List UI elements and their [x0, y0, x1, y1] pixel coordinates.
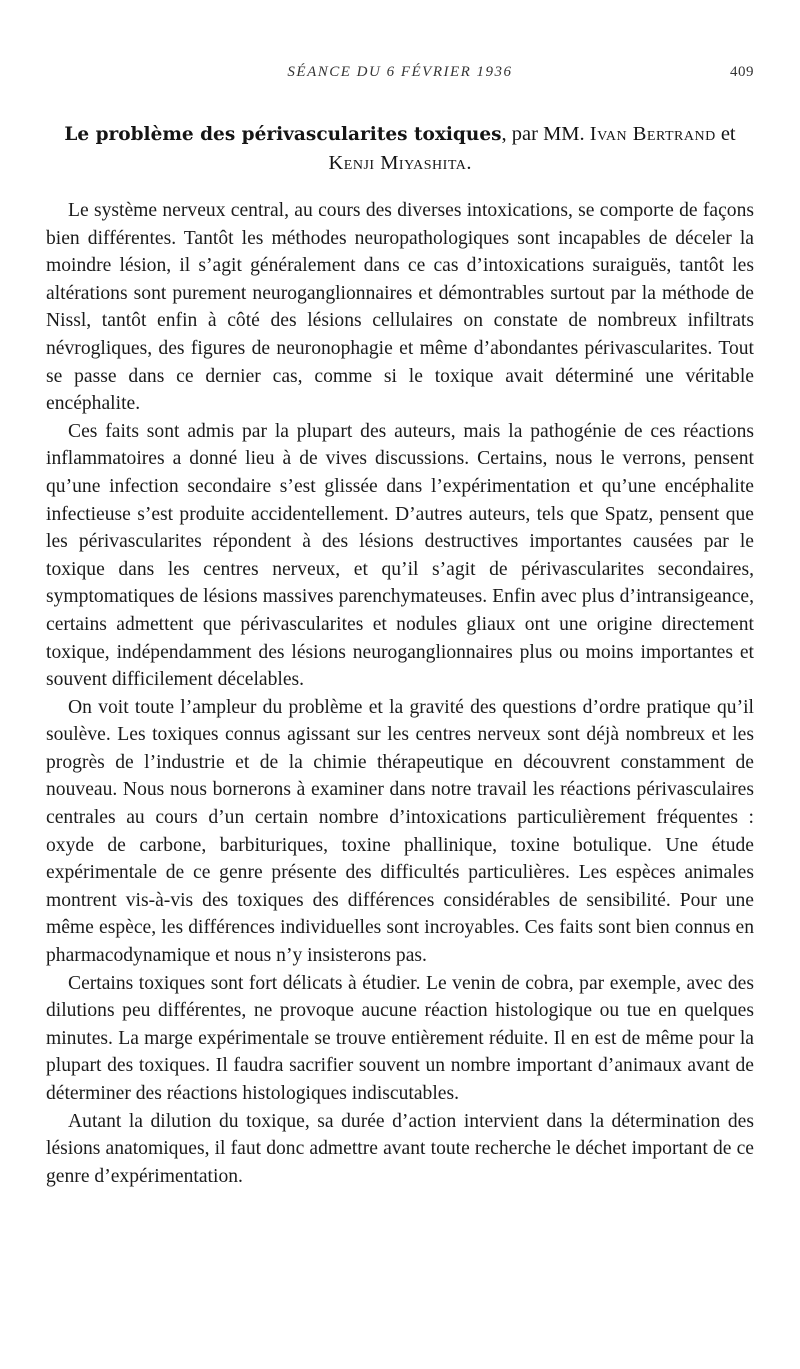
article-title-connector: , par MM. [501, 123, 590, 145]
article-body [46, 197, 754, 1190]
author-1: Ivan Bertrand [589, 123, 716, 145]
author-2: Kenji Miyashita [328, 152, 467, 174]
running-head-title: SÉANCE DU 6 FÉVRIER 1936 [287, 64, 513, 80]
article-title-end: . [466, 152, 472, 174]
running-head [46, 58, 754, 86]
paragraph-3: On voit toute l’ampleur du problème et la gravité des questions d’ordre pratique qu’il soulève. Les toxiques connus agissant sur les centres nerveux sont déjà nombreux et les progrès de l’industrie et de la chimie thérapeutique en découvrent constamment de nouveau. Nous nous bornerons à examiner dans notre travail les réactions périvasculaires centrales au cours d’un certain nombre d’intoxications particulièrement fréquentes : oxyde de carbone, barbituriques, toxine phallinique, toxine botulique. Une étude expérimentale de ce genre présente des difficultés particulières. Les espèces animales montrent vis-à-vis des toxiques des différences considérables de sensibilité. Pour une même espèce, les différences individuelles sont incroyables. Ces faits sont bien connus en pharmacodynamique et nous n’y insisterons pas. [46, 696, 754, 967]
paragraph-1: Le système nerveux central, au cours des diverses intoxications, se comporte de façons bien différentes. Tantôt les méthodes neuropathologiques sont incapables de déceler la moindre lésion, il s’agit généralement dans ce cas d’intoxications suraiguës, tantôt les altérations sont purement neuroganglionnaires et démontrables surtout par la méthode de Nissl, tantôt enfin à côté des lésions cellulaires on constate de nombreux infiltrats névrogliques, des figures de neuronophagie et même d’abondantes périvascularites. Tout se passe dans ce dernier cas, comme si le toxique avait déterminé une véritable encéphalite. [46, 200, 754, 415]
paragraph-2: Ces faits sont admis par la plupart des auteurs, mais la pathogénie de ces réactions inflammatoires a donné lieu à de vives discussions. Certains, nous le verrons, pensent qu’une infection secondaire s’est glissée dans l’expérimentation et qu’une encéphalite infectieuse s’est produite accidentellement. D’autres auteurs, tels que Spatz, pensent que les périvascularites répondent à des lésions destructives importantes causées par le toxique dans les centres nerveux, et qu’il s’agit de périvascularites secondaires, symptomatiques de lésions massives parenchymateuses. Enfin avec plus d’intransigeance, certains admettent que périvascularites et nodules gliaux ont une origine directement toxique, indépendamment des lésions neuroganglionnaires plus ou moins importantes et souvent difficilement décelables. [46, 420, 754, 691]
journal-page [46, 58, 754, 1190]
article-title [46, 120, 754, 177]
paragraph-4: Certains toxiques sont fort délicats à étudier. Le venin de cobra, par exemple, avec des dilutions peu différentes, ne provoque aucune réaction histologique ou tue en quelques minutes. La marge expérimentale se trouve entièrement réduite. Il en est de même pour la plupart des toxiques. Il faudra sacrifier souvent un nombre important d’animaux avant de déterminer des réactions histologiques indiscutables. [46, 972, 754, 1104]
page-number: 409 [730, 64, 754, 80]
author-conjunction: et [715, 123, 736, 145]
article-title-main: Le problème des périvascularites toxiques [64, 124, 502, 145]
paragraph-5: Autant la dilution du toxique, sa durée d’action intervient dans la détermination des lésions anatomiques, il faut donc admettre avant toute recherche le déchet important de ce genre d’expérimentation. [46, 1110, 754, 1187]
